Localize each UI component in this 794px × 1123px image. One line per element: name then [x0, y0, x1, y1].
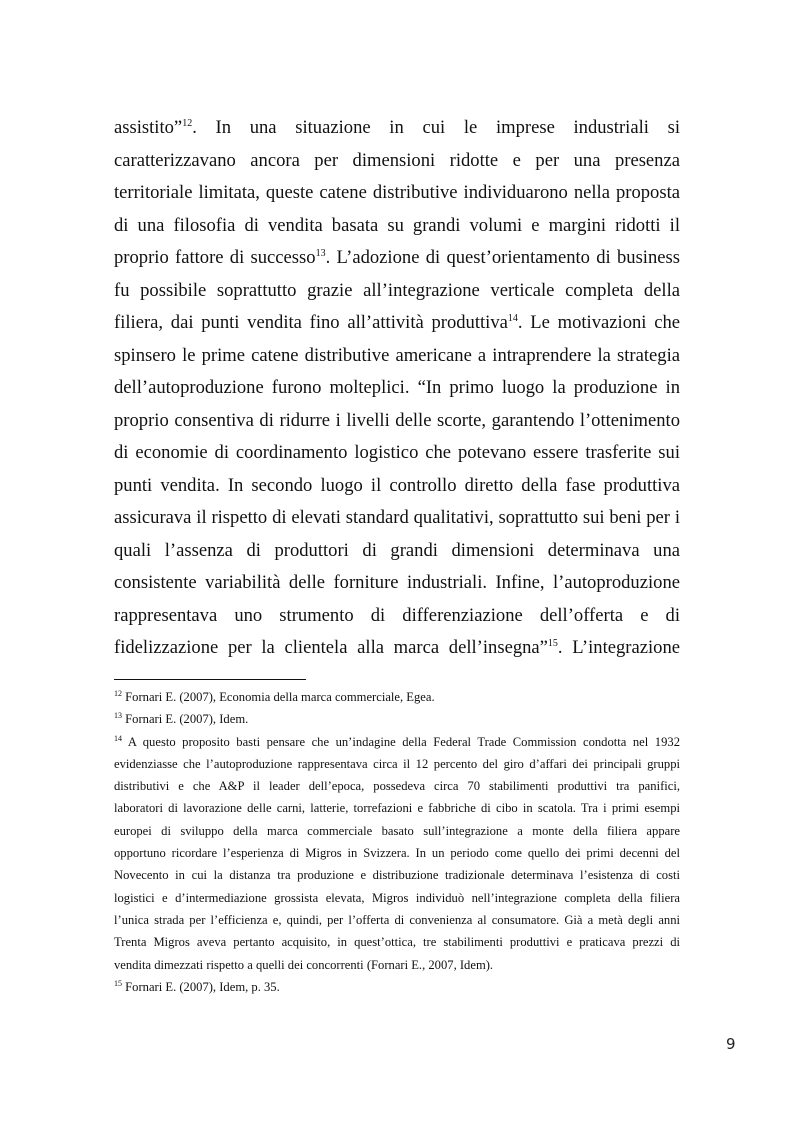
footnote-14-line-8: logistici e d’intermediazione grossista elevata, Migros individuò nell’integrazione completa della filiera [114, 890, 680, 905]
footnote-14-line-5: europei di sviluppo della marca commerciale basato sull’integrazione a monte della filiera appare [114, 823, 680, 838]
body-line-11: di economie di coordinamento logistico che potevano essere trasferite sui [114, 442, 680, 463]
footnote-14-line-10: Trenta Migros aveva pertanto acquisito, in quest’ottica, tre stabilimenti produttivi e praticava prezzi di [114, 935, 680, 950]
body-line-1: assistito”$^{12}$. In una situazione in cui le imprese industriali si [114, 117, 680, 138]
footnote-14-line-4: laboratori di lavorazione delle carni, latterie, torrefazioni e fabbriche di cibo in scatola. Tra i primi esempi [114, 801, 680, 816]
footnote-14-line-11: vendita dimezzati rispetto a quelli dei concorrenti (Fornari E., 2007, Idem). [114, 957, 494, 972]
footnote-ref-12[interactable]: 12 [182, 118, 193, 129]
footnote-14-line-3: distributivi e che A&P il leader dell’epoca, possedeva circa 70 stabilimenti produttivi tra panifici, [114, 779, 680, 794]
footnotes [114, 686, 680, 998]
footnote-14-line-9: l’unica strada per l’efficienza e, quindi, per l’offerta di convenienza al consumatore. Già a metà degli anni [114, 912, 680, 927]
body-line-9: dell’autoproduzione furono molteplici. “In primo luogo la produzione in [114, 377, 680, 398]
footnote-ref-14[interactable]: 14 [507, 313, 518, 324]
body-line-15: consistente variabilità delle forniture industriali. Infine, l’autoproduzione [114, 572, 680, 593]
footnote-ref-13[interactable]: 13 [315, 248, 326, 259]
footnote-13: $^{13}$ Fornari E. (2007), Idem. [114, 711, 249, 727]
body-line-5: proprio fattore di successo$^{13}$. L’adozione di quest’orientamento di business [114, 247, 680, 268]
body-line-8: spinsero le prime catene distributive americane a intraprendere la strategia [114, 344, 680, 366]
body-line-10: proprio consentiva di ridurre i livelli delle scorte, garantendo l’ottenimento [114, 409, 680, 431]
page-number: 9 [726, 1035, 736, 1053]
body-line-4: di una filosofia di vendita basata su grandi volumi e margini ridotti il [114, 214, 680, 236]
body-line-13: assicurava il rispetto di elevati standard qualitativi, soprattutto sui beni per i [114, 507, 680, 528]
body-line-16: rappresentava uno strumento di differenziazione dell’offerta e di [114, 604, 680, 626]
body-line-14: quali l’assenza di produttori di grandi dimensioni determinava una [114, 539, 680, 561]
body-line-17: fidelizzazione per la clientela alla marca dell’insegna”$^{15}$. L’integrazione [114, 637, 680, 658]
body-line-6: fu possibile soprattutto grazie all’integrazione verticale completa della [114, 279, 680, 301]
body-line-3: territoriale limitata, queste catene distributive individuarono nella proposta [114, 182, 680, 203]
footnote-ref-15[interactable]: 15 [547, 638, 558, 649]
footnote-12: $^{12}$ Fornari E. (2007), Economia della marca commerciale, Egea. [114, 689, 435, 704]
footnote-14-line-7: Novecento in cui la distanza tra produzione e distribuzione tradizionale determinava l’esistenza di costi [114, 868, 680, 883]
body-line-2: caratterizzavano ancora per dimensioni ridotte e per una presenza [114, 149, 680, 171]
footnote-separator [114, 679, 306, 680]
footnote-14-line-6: opportuno ricordare l’esperienza di Migros in Svizzera. In un periodo come quello dei primi decenni del [114, 846, 680, 861]
footnote-15: $^{15}$ Fornari E. (2007), Idem, p. 35. [114, 978, 280, 994]
body-line-12: punti vendita. In secondo luogo il controllo diretto della fase produttiva [114, 474, 680, 496]
footnote-14-line-1: $^{14}$ A questo proposito basti pensare che un’indagine della Federal Trade Commission condotta nel 1932 [114, 733, 680, 749]
body-text [114, 112, 680, 665]
body-line-7: filiera, dai punti vendita fino all’attività produttiva$^{14}$. Le motivazioni che [114, 312, 680, 333]
footnote-14-line-2: evidenziasse che l’autoproduzione rappresentava circa il 12 percento del giro d’affari dei principali gruppi [114, 756, 680, 771]
